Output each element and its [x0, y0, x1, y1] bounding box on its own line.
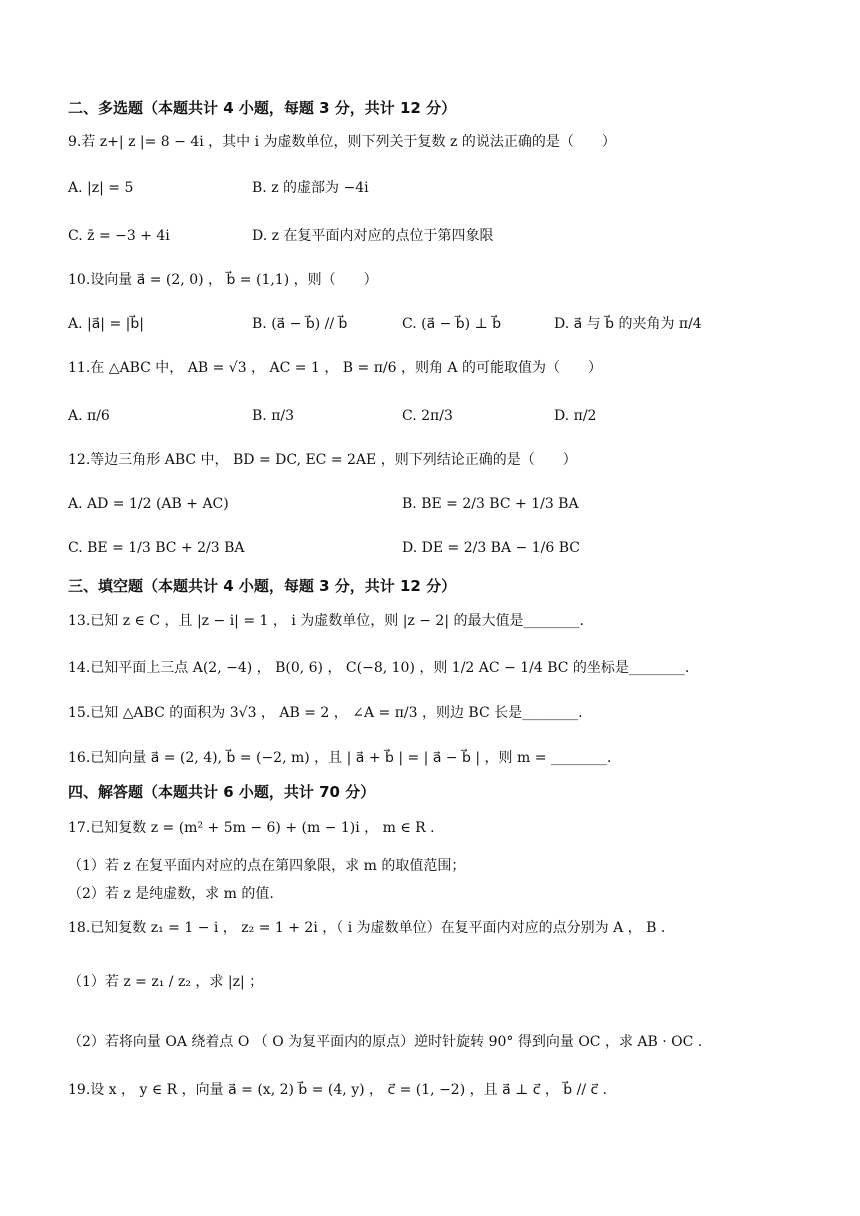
question-13: 13.已知 z ∈ C ，且 |z − i| = 1 ， i 为虚数单位，则 |z − 2| 的最大值是________.: [68, 613, 584, 629]
question-11-option-d: D. π/2: [554, 408, 597, 424]
question-15: 15.已知 △ABC 的面积为 3√3 ， AB = 2 ， ∠A = π/3 ，则边 BC 长是________.: [68, 705, 583, 721]
question-11-option-a: A. π/6: [68, 408, 110, 424]
question-18-part-1: （1）若 z = z₁ / z₂ ，求 |z| ；: [68, 974, 264, 990]
question-17-stem: 17.已知复数 z = (m² + 5m − 6) + (m − 1)i ， m ∈ R .: [68, 820, 435, 836]
question-12-option-d: D. DE = 2/3 BA − 1/6 BC: [402, 540, 580, 556]
question-11-option-c: C. 2π/3: [402, 408, 453, 424]
question-16: 16.已知向量 a⃗ = (2, 4), b⃗ = (−2, m) ，且 | a⃗ + b⃗ | = | a⃗ − b⃗ | ，则 m = ________.: [68, 750, 612, 766]
question-10-option-c: C. (a⃗ − b⃗) ⊥ b⃗: [402, 316, 502, 332]
section-fill-in-heading: 三、填空题（本题共计 4 小题，每题 3 分，共计 12 分）: [68, 577, 457, 595]
section-answer-heading: 四、解答题（本题共计 6 小题，共计 70 分）: [68, 783, 376, 801]
question-12-stem: 12.等边三角形 ABC 中， BD = DC, EC = 2AE ，则下列结论正确的是（ ）: [68, 452, 577, 468]
question-9-option-d: D. z 在复平面内对应的点位于第四象限: [252, 228, 494, 244]
question-11-stem: 11.在 △ABC 中， AB = √3 ， AC = 1 ， B = π/6 ，则角 A 的可能取值为（ ）: [68, 360, 602, 376]
question-18-part-2: （2）若将向量 OA 绕着点 O （ O 为复平面内的原点）逆时针旋转 90° 得到向量 OC ，求 AB · OC .: [68, 1034, 703, 1050]
question-19-stem: 19.设 x ， y ∈ R ，向量 a⃗ = (x, 2) b⃗ = (4, y) ， c⃗ = (1, −2) ，且 a⃗ ⊥ c⃗ ， b⃗ // c⃗ .: [68, 1082, 608, 1098]
question-12-option-c: C. BE = 1/3 BC + 2/3 BA: [68, 540, 245, 556]
question-9-stem: 9.若 z+| z |= 8 − 4i ，其中 i 为虚数单位，则下列关于复数 z 的说法正确的是（ ）: [68, 134, 616, 150]
question-10-option-b: B. (a⃗ − b⃗) // b⃗: [252, 316, 348, 332]
question-12-option-b: B. BE = 2/3 BC + 1/3 BA: [402, 496, 579, 512]
question-10-option-a: A. |a⃗| = |b⃗|: [68, 316, 144, 332]
question-17-part-2: （2）若 z 是纯虚数，求 m 的值.: [68, 886, 274, 902]
question-9-option-b: B. z 的虚部为 −4i: [252, 180, 369, 196]
question-14: 14.已知平面上三点 A(2, −4) ， B(0, 6) ， C(−8, 10) ，则 1/2 AC − 1/4 BC 的坐标是________.: [68, 660, 690, 676]
question-10-stem: 10.设向量 a⃗ = (2, 0) ， b⃗ = (1,1) ，则（ ）: [68, 272, 378, 288]
section-multiple-choice-heading: 二、多选题（本题共计 4 小题，每题 3 分，共计 12 分）: [68, 99, 457, 117]
question-12-option-a: A. AD = 1/2 (AB + AC): [68, 496, 229, 512]
question-10-option-d: D. a⃗ 与 b⃗ 的夹角为 π/4: [554, 316, 702, 332]
question-9-option-c: C. z̄ = −3 + 4i: [68, 228, 170, 244]
question-11-option-b: B. π/3: [252, 408, 295, 424]
question-18-stem: 18.已知复数 z₁ = 1 − i ， z₂ = 1 + 2i ，（ i 为虚数单位）在复平面内对应的点分别为 A ， B .: [68, 920, 666, 936]
question-17-part-1: （1）若 z 在复平面内对应的点在第四象限，求 m 的取值范围；: [68, 858, 466, 874]
question-9-option-a: A. |z| = 5: [68, 180, 134, 196]
